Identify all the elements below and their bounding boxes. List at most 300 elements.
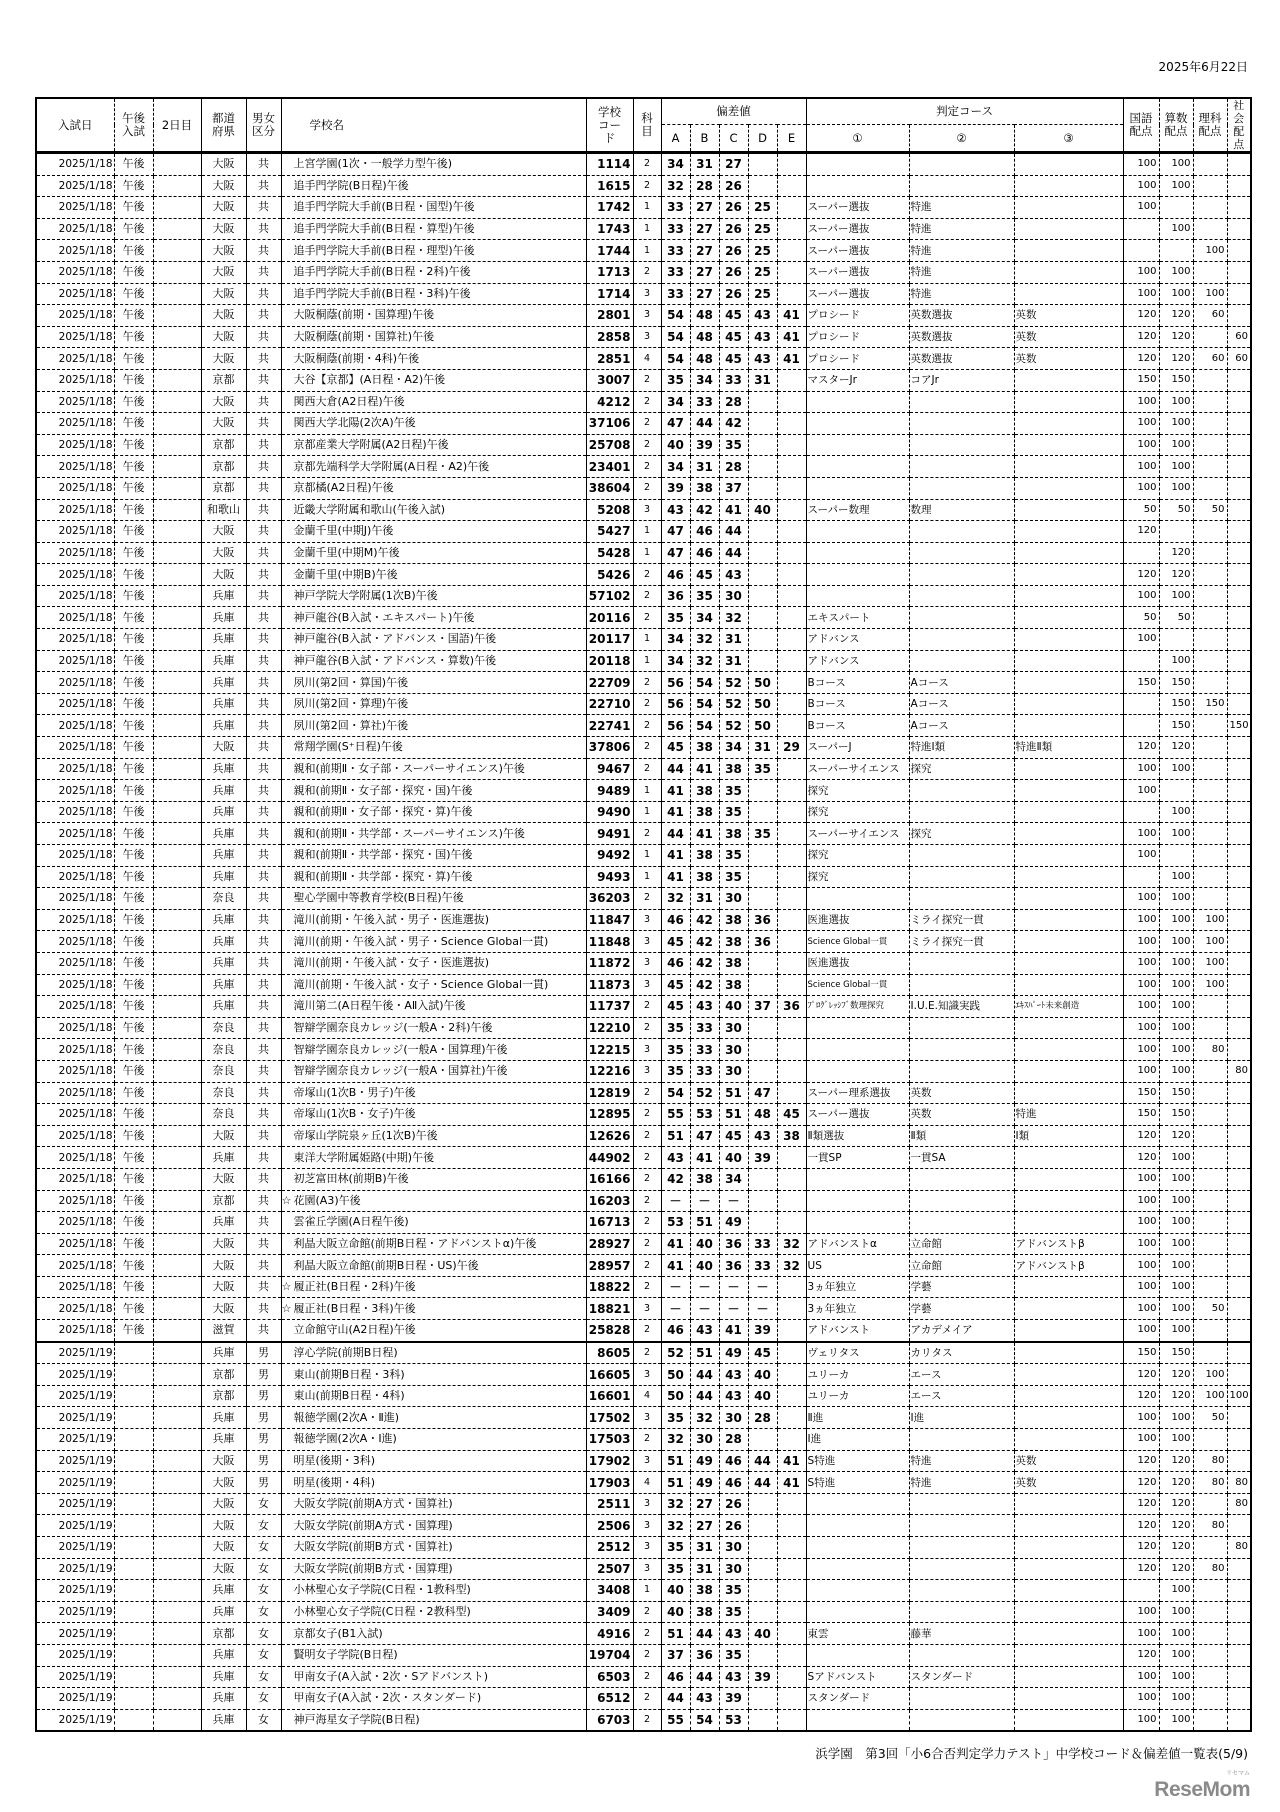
school-name-cell (281, 1644, 586, 1666)
table-row (36, 866, 1251, 888)
gender: 共 (246, 866, 281, 888)
japanese-points: 50 (1123, 607, 1159, 629)
header-school-code: 学校コード (586, 98, 633, 153)
deviation-b: 32 (690, 629, 719, 651)
course-1 (806, 477, 909, 499)
day2-flag (153, 1450, 201, 1472)
deviation-b: 30 (690, 1429, 719, 1451)
gender: 共 (246, 1060, 281, 1082)
afternoon-flag: 午後 (114, 650, 153, 672)
japanese-points: 120 (1123, 305, 1159, 327)
social-points (1227, 153, 1251, 176)
deviation-a: 47 (661, 542, 690, 564)
deviation-d (748, 585, 777, 607)
course-1: スタンダード (806, 1688, 909, 1710)
subject-count: 2 (633, 1688, 661, 1710)
japanese-points: 150 (1123, 1104, 1159, 1126)
school-name-cell (281, 1515, 586, 1537)
prefecture: 京都 (201, 477, 246, 499)
course-2: コアJr (909, 369, 1014, 391)
school-name-cell (281, 909, 586, 931)
school-name-cell (281, 1190, 586, 1212)
day2-flag (153, 1233, 201, 1255)
prefecture: 大阪 (201, 737, 246, 759)
school-name: 滝川(前期・午後入試・女子・医進選抜) (293, 956, 490, 970)
deviation-b: 27 (690, 240, 719, 262)
course-2: 探究 (909, 758, 1014, 780)
course-3 (1014, 1558, 1123, 1580)
deviation-a: 56 (661, 693, 690, 715)
gender: 共 (246, 1320, 281, 1342)
table-row (36, 564, 1251, 586)
school-name: 報徳学園(2次A・Ⅰ進) (293, 1432, 397, 1446)
exam-date: 2025/1/18 (36, 715, 114, 737)
table-row (36, 1688, 1251, 1710)
school-name-cell (281, 197, 586, 219)
exam-date: 2025/1/18 (36, 197, 114, 219)
gender: 共 (246, 369, 281, 391)
exam-date: 2025/1/19 (36, 1364, 114, 1386)
afternoon-flag: 午後 (114, 477, 153, 499)
deviation-e (777, 456, 806, 478)
japanese-points: 100 (1123, 1168, 1159, 1190)
prefecture: 大阪 (201, 197, 246, 219)
math-points: 100 (1159, 1709, 1193, 1731)
afternoon-flag: 午後 (114, 931, 153, 953)
japanese-points: 100 (1123, 413, 1159, 435)
day2-flag (153, 1601, 201, 1623)
deviation-d (748, 780, 777, 802)
deviation-d (748, 629, 777, 651)
science-points (1193, 326, 1227, 348)
afternoon-flag (114, 1429, 153, 1451)
gender: 男 (246, 1472, 281, 1494)
course-3 (1014, 823, 1123, 845)
deviation-c: 28 (719, 456, 748, 478)
school-name: 甲南女子(A入試・2次・Sアドバンスト) (293, 1669, 489, 1683)
math-points: 100 (1159, 1601, 1193, 1623)
gender: 共 (246, 585, 281, 607)
deviation-d: 50 (748, 672, 777, 694)
school-code: 22741 (586, 715, 633, 737)
course-1: スーパー選抜 (806, 283, 909, 305)
deviation-c: 26 (719, 1515, 748, 1537)
deviation-c: 44 (719, 542, 748, 564)
deviation-c: 51 (719, 1104, 748, 1126)
deviation-a: 43 (661, 1147, 690, 1169)
course-2: エース (909, 1364, 1014, 1386)
school-name-cell (281, 1450, 586, 1472)
deviation-d: 25 (748, 283, 777, 305)
afternoon-flag: 午後 (114, 845, 153, 867)
deviation-c: 38 (719, 931, 748, 953)
math-points: 100 (1159, 1623, 1193, 1645)
exam-date: 2025/1/18 (36, 1017, 114, 1039)
social-points (1227, 672, 1251, 694)
afternoon-flag: 午後 (114, 866, 153, 888)
gender: 共 (246, 974, 281, 996)
table-row (36, 218, 1251, 240)
prefecture: 京都 (201, 1190, 246, 1212)
deviation-c: 39 (719, 1688, 748, 1710)
deviation-d (748, 1601, 777, 1623)
japanese-points: 100 (1123, 758, 1159, 780)
course-1: 3ヵ年独立 (806, 1298, 909, 1320)
exam-date: 2025/1/18 (36, 348, 114, 370)
deviation-c: 35 (719, 1601, 748, 1623)
deviation-e (777, 542, 806, 564)
social-points (1227, 693, 1251, 715)
deviation-c: － (719, 1276, 748, 1298)
japanese-points: 100 (1123, 477, 1159, 499)
deviation-a: 56 (661, 715, 690, 737)
math-points: 100 (1159, 1039, 1193, 1061)
deviation-e (777, 153, 806, 176)
deviation-c: 38 (719, 909, 748, 931)
prefecture: 大阪 (201, 1450, 246, 1472)
header-exam-date: 入試日 (36, 98, 114, 153)
prefecture: 兵庫 (201, 780, 246, 802)
gender: 女 (246, 1688, 281, 1710)
subject-count: 3 (633, 974, 661, 996)
japanese-points: 120 (1123, 1558, 1159, 1580)
exam-date: 2025/1/18 (36, 1276, 114, 1298)
japanese-points (1123, 218, 1159, 240)
school-name-cell (281, 823, 586, 845)
school-code: 20118 (586, 650, 633, 672)
math-points: 50 (1159, 499, 1193, 521)
gender: 共 (246, 1233, 281, 1255)
course-2 (909, 1644, 1014, 1666)
day2-flag (153, 974, 201, 996)
school-name: 追手門学院(B日程)午後 (293, 178, 409, 192)
deviation-b: 42 (690, 974, 719, 996)
science-points (1193, 391, 1227, 413)
course-2 (909, 650, 1014, 672)
deviation-e (777, 521, 806, 543)
deviation-e (777, 499, 806, 521)
table-row (36, 758, 1251, 780)
japanese-points: 100 (1123, 283, 1159, 305)
deviation-a: 35 (661, 1537, 690, 1559)
deviation-e (777, 1385, 806, 1407)
school-code: 37106 (586, 413, 633, 435)
course-2: 特進 (909, 1450, 1014, 1472)
school-name-cell (281, 369, 586, 391)
exam-date: 2025/1/18 (36, 629, 114, 651)
prefecture: 大阪 (201, 348, 246, 370)
school-code: 44902 (586, 1147, 633, 1169)
afternoon-flag (114, 1493, 153, 1515)
day2-flag (153, 1342, 201, 1364)
afternoon-flag: 午後 (114, 240, 153, 262)
science-points (1193, 1104, 1227, 1126)
subject-count: 2 (633, 715, 661, 737)
social-points (1227, 1515, 1251, 1537)
social-points (1227, 629, 1251, 651)
course-1: アドバンス (806, 650, 909, 672)
japanese-points: 120 (1123, 1385, 1159, 1407)
deviation-a: 34 (661, 629, 690, 651)
exam-date: 2025/1/18 (36, 974, 114, 996)
deviation-e: 41 (777, 305, 806, 327)
deviation-a: 35 (661, 369, 690, 391)
school-name-cell (281, 1472, 586, 1494)
course-3 (1014, 715, 1123, 737)
subject-count: 2 (633, 477, 661, 499)
math-points: 100 (1159, 1276, 1193, 1298)
school-name: 夙川(第2回・算社)午後 (293, 718, 409, 732)
day2-flag (153, 1190, 201, 1212)
deviation-b: 34 (690, 607, 719, 629)
school-name-cell (281, 1407, 586, 1429)
exam-date: 2025/1/19 (36, 1558, 114, 1580)
course-1: マスターJr (806, 369, 909, 391)
japanese-points: 150 (1123, 672, 1159, 694)
course-1: スーパー選抜 (806, 261, 909, 283)
prefecture: 京都 (201, 434, 246, 456)
school-code: 1743 (586, 218, 633, 240)
school-code: 9491 (586, 823, 633, 845)
deviation-a: 54 (661, 1082, 690, 1104)
social-points (1227, 1558, 1251, 1580)
school-name-cell (281, 218, 586, 240)
gender: 女 (246, 1644, 281, 1666)
afternoon-flag: 午後 (114, 693, 153, 715)
day2-flag (153, 715, 201, 737)
table-row (36, 1147, 1251, 1169)
prefecture: 兵庫 (201, 823, 246, 845)
gender: 共 (246, 1212, 281, 1234)
gender: 共 (246, 629, 281, 651)
school-name: 神戸龍谷(B入試・エキスパート)午後 (293, 610, 475, 624)
school-code: 12626 (586, 1125, 633, 1147)
course-3 (1014, 521, 1123, 543)
deviation-c: 40 (719, 1147, 748, 1169)
course-1: プロシード (806, 305, 909, 327)
deviation-d: 40 (748, 499, 777, 521)
exam-date: 2025/1/18 (36, 326, 114, 348)
afternoon-flag: 午後 (114, 1060, 153, 1082)
deviation-a: 46 (661, 909, 690, 931)
subject-count: 1 (633, 218, 661, 240)
deviation-c: 49 (719, 1342, 748, 1364)
deviation-d (748, 1709, 777, 1731)
course-3 (1014, 952, 1123, 974)
exam-date: 2025/1/18 (36, 369, 114, 391)
school-code: 11848 (586, 931, 633, 953)
math-points: 100 (1159, 1255, 1193, 1277)
prefecture: 京都 (201, 456, 246, 478)
science-points (1193, 845, 1227, 867)
course-3 (1014, 650, 1123, 672)
gender: 共 (246, 391, 281, 413)
deviation-e (777, 218, 806, 240)
course-1 (806, 1017, 909, 1039)
gender: 共 (246, 607, 281, 629)
deviation-c: 30 (719, 585, 748, 607)
afternoon-flag: 午後 (114, 305, 153, 327)
day2-flag (153, 477, 201, 499)
course-2: Ⅰ進 (909, 1407, 1014, 1429)
japanese-points: 120 (1123, 1515, 1159, 1537)
social-points (1227, 1320, 1251, 1342)
course-2 (909, 1190, 1014, 1212)
subject-count: 1 (633, 650, 661, 672)
math-points: 100 (1159, 1190, 1193, 1212)
deviation-b: 33 (690, 1017, 719, 1039)
table-row (36, 1364, 1251, 1386)
afternoon-flag: 午後 (114, 564, 153, 586)
school-code: 9489 (586, 780, 633, 802)
course-2 (909, 845, 1014, 867)
deviation-c: 30 (719, 888, 748, 910)
school-code: 2506 (586, 1515, 633, 1537)
course-2: 特進 (909, 218, 1014, 240)
deviation-b: 49 (690, 1472, 719, 1494)
deviation-a: 41 (661, 866, 690, 888)
table-row (36, 1255, 1251, 1277)
day2-flag (153, 952, 201, 974)
gender: 共 (246, 283, 281, 305)
gender: 共 (246, 305, 281, 327)
exam-date: 2025/1/19 (36, 1623, 114, 1645)
japanese-points: 100 (1123, 1623, 1159, 1645)
subject-count: 3 (633, 952, 661, 974)
japanese-points (1123, 1580, 1159, 1602)
school-code: 19704 (586, 1644, 633, 1666)
course-1: アドバンスト (806, 1320, 909, 1342)
course-3 (1014, 1644, 1123, 1666)
day2-flag (153, 1320, 201, 1342)
social-points (1227, 499, 1251, 521)
day2-flag (153, 1407, 201, 1429)
header-day2: 2日目 (153, 98, 201, 153)
deviation-c: 35 (719, 801, 748, 823)
school-name-cell (281, 391, 586, 413)
science-points (1193, 175, 1227, 197)
school-name-cell (281, 715, 586, 737)
math-points: 150 (1159, 1104, 1193, 1126)
course-3 (1014, 1493, 1123, 1515)
prefecture: 兵庫 (201, 1147, 246, 1169)
social-points (1227, 996, 1251, 1018)
prefecture: 大阪 (201, 542, 246, 564)
science-points (1193, 1190, 1227, 1212)
japanese-points: 100 (1123, 1060, 1159, 1082)
school-name-cell (281, 1623, 586, 1645)
deviation-a: 54 (661, 305, 690, 327)
afternoon-flag: 午後 (114, 715, 153, 737)
course-1: 東雲 (806, 1623, 909, 1645)
subject-count: 1 (633, 240, 661, 262)
deviation-e (777, 672, 806, 694)
table-row (36, 240, 1251, 262)
course-3 (1014, 1429, 1123, 1451)
course-2: 特進Ⅰ類 (909, 737, 1014, 759)
exam-date: 2025/1/18 (36, 909, 114, 931)
science-points (1193, 1580, 1227, 1602)
school-name-cell (281, 434, 586, 456)
table-row (36, 1515, 1251, 1537)
science-points (1193, 1666, 1227, 1688)
school-name: 立命館守山(A2日程)午後 (293, 1323, 416, 1337)
school-name-cell (281, 1580, 586, 1602)
course-2 (909, 1429, 1014, 1451)
math-points: 120 (1159, 1385, 1193, 1407)
deviation-c: 52 (719, 715, 748, 737)
school-name: 花園(A3)午後 (293, 1193, 361, 1207)
gender: 共 (246, 737, 281, 759)
school-code: 2512 (586, 1537, 633, 1559)
subject-count: 3 (633, 909, 661, 931)
school-code: 8605 (586, 1342, 633, 1364)
school-name-cell (281, 1233, 586, 1255)
deviation-c: 28 (719, 391, 748, 413)
course-2 (909, 521, 1014, 543)
japanese-points: 100 (1123, 909, 1159, 931)
math-points: 150 (1159, 693, 1193, 715)
deviation-c: 45 (719, 1125, 748, 1147)
table-row (36, 996, 1251, 1018)
deviation-b: 38 (690, 1168, 719, 1190)
subject-count: 3 (633, 1493, 661, 1515)
japanese-points (1123, 542, 1159, 564)
header-school-name: 学校名 (281, 98, 586, 153)
star-mark-icon: ☆ (281, 1301, 292, 1315)
course-3 (1014, 197, 1123, 219)
deviation-d (748, 1688, 777, 1710)
prefecture: 滋賀 (201, 1320, 246, 1342)
prefecture: 兵庫 (201, 952, 246, 974)
course-2 (909, 1580, 1014, 1602)
deviation-a: 36 (661, 585, 690, 607)
deviation-e (777, 931, 806, 953)
math-points: 120 (1159, 326, 1193, 348)
course-3 (1014, 607, 1123, 629)
school-name-cell (281, 758, 586, 780)
deviation-a: 50 (661, 1385, 690, 1407)
deviation-b: 44 (690, 1666, 719, 1688)
school-code: 17903 (586, 1472, 633, 1494)
gender: 女 (246, 1709, 281, 1731)
deviation-c: 30 (719, 1558, 748, 1580)
social-points (1227, 845, 1251, 867)
subject-count: 2 (633, 1147, 661, 1169)
school-code: 16203 (586, 1190, 633, 1212)
afternoon-flag (114, 1580, 153, 1602)
science-points (1193, 1060, 1227, 1082)
school-name: 小林聖心女子学院(C日程・2教科型) (293, 1605, 471, 1619)
school-code: 5208 (586, 499, 633, 521)
day2-flag (153, 499, 201, 521)
course-1: 探究 (806, 780, 909, 802)
school-name: 親和(前期Ⅱ・女子部・探究・国)午後 (293, 783, 473, 797)
course-1: スーパーJ (806, 737, 909, 759)
subject-count: 2 (633, 261, 661, 283)
deviation-e (777, 413, 806, 435)
japanese-points: 120 (1123, 1472, 1159, 1494)
afternoon-flag: 午後 (114, 974, 153, 996)
table-row (36, 1493, 1251, 1515)
school-code: 18821 (586, 1298, 633, 1320)
school-name-cell (281, 737, 586, 759)
prefecture: 大阪 (201, 153, 246, 176)
table-row (36, 1276, 1251, 1298)
subject-count: 4 (633, 1472, 661, 1494)
prefecture: 和歌山 (201, 499, 246, 521)
school-code: 36203 (586, 888, 633, 910)
